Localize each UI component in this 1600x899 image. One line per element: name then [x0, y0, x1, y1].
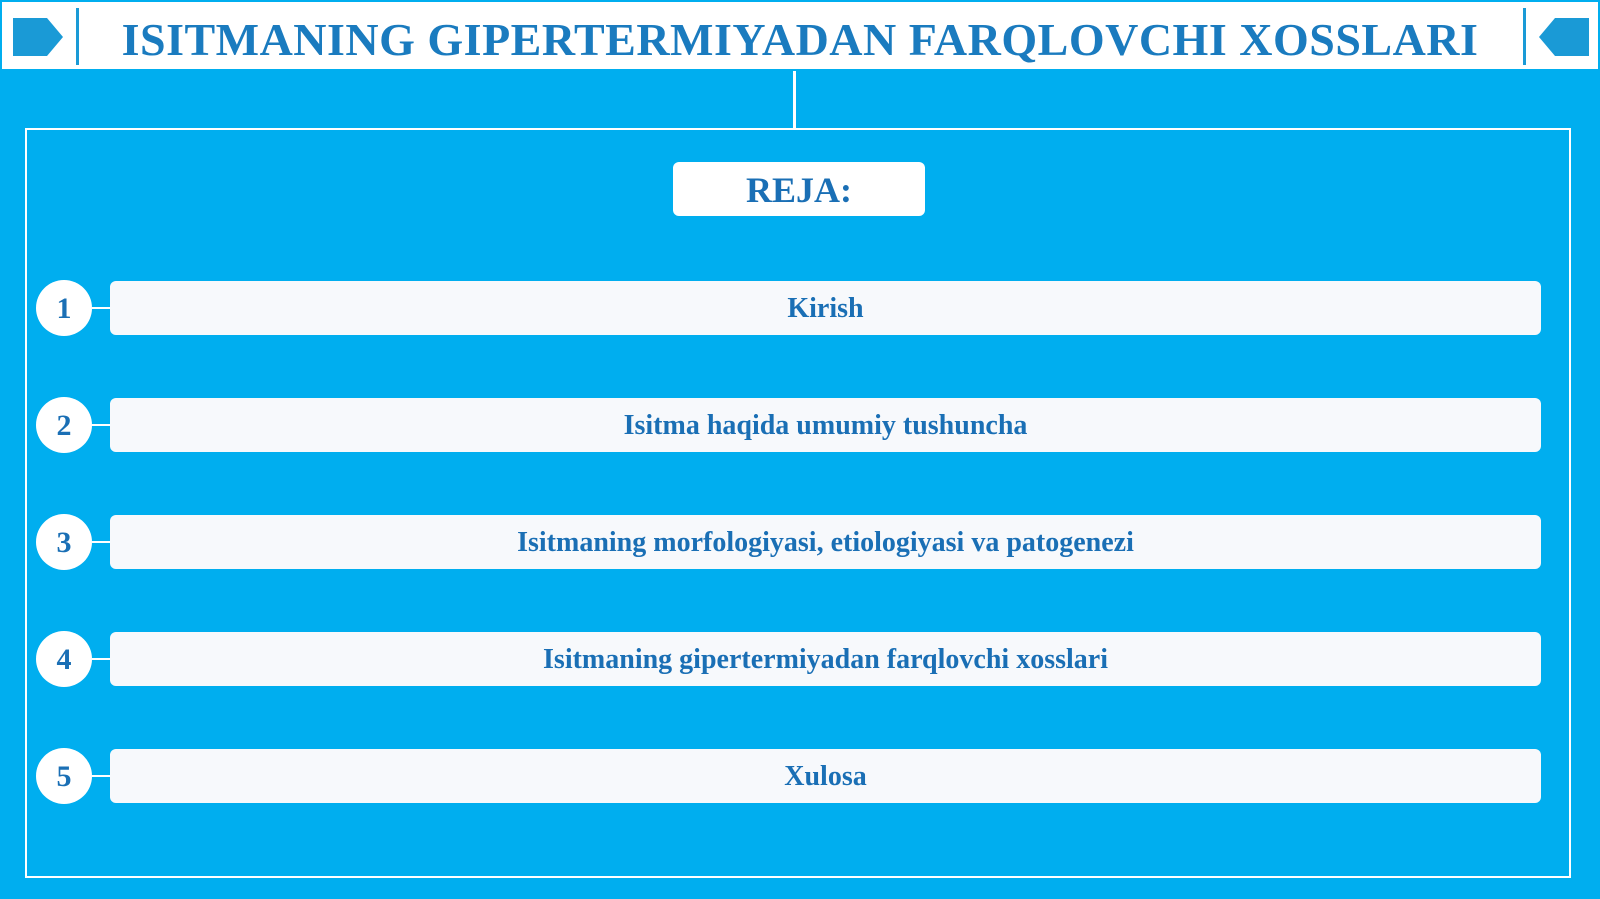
plan-item-label[interactable]: Xulosa: [110, 749, 1541, 803]
plan-item-label[interactable]: Isitma haqida umumiy tushuncha: [110, 398, 1541, 452]
header-divider-right: [1523, 8, 1526, 65]
page-title: ISITMANING GIPERTERMIYADAN FARQLOVCHI XOSSLARI: [121, 14, 1479, 65]
item-number-badge: 3: [36, 514, 92, 570]
item-number-badge: 1: [36, 280, 92, 336]
plan-item-3[interactable]: [36, 514, 1541, 570]
header-connector: [793, 71, 796, 129]
plan-item-label[interactable]: Kirish: [110, 281, 1541, 335]
header-bar: [0, 0, 1600, 71]
plan-title: REJA:: [673, 162, 925, 216]
plan-item-2[interactable]: [36, 397, 1541, 453]
item-number-badge: 5: [36, 748, 92, 804]
plan-item-1[interactable]: [36, 280, 1541, 336]
item-number-badge: 4: [36, 631, 92, 687]
header-divider-left: [76, 8, 79, 65]
item-number-badge: 2: [36, 397, 92, 453]
plan-item-label[interactable]: Isitmaning gipertermiyadan farqlovchi xosslari: [110, 632, 1541, 686]
arrow-left-icon: [1539, 18, 1589, 56]
arrow-right-icon: [13, 18, 63, 56]
plan-item-4[interactable]: [36, 631, 1541, 687]
plan-item-label[interactable]: Isitmaning morfologiyasi, etiologiyasi va patogenezi: [110, 515, 1541, 569]
plan-item-5[interactable]: [36, 748, 1541, 804]
